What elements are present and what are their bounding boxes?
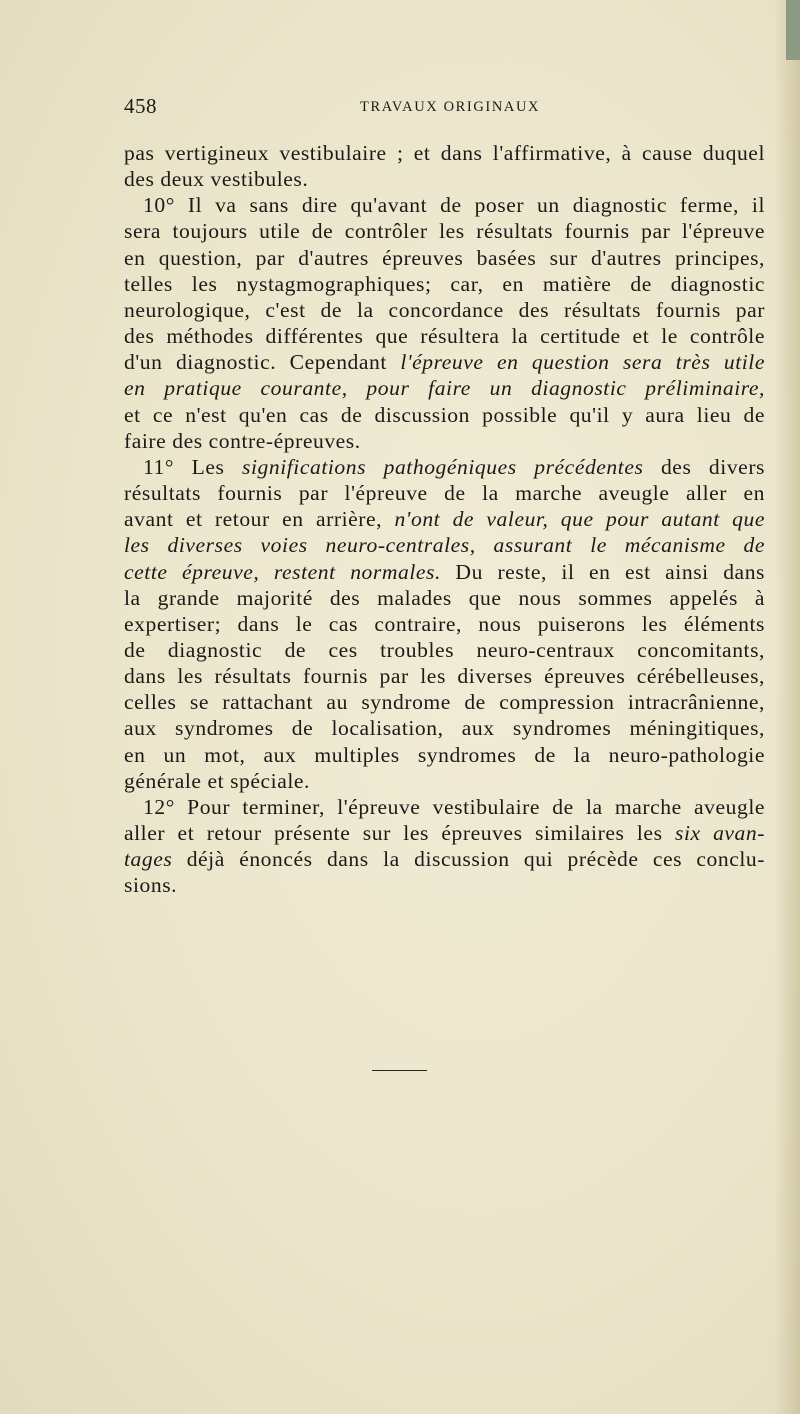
- text-line: [124, 375, 765, 401]
- italic-text-segment: l'épreuve en question sera très utile: [400, 350, 765, 375]
- page-header: [124, 94, 764, 122]
- text-segment: en question, par d'autres épreuves basées sur d'autres principes,: [124, 245, 765, 270]
- italic-text-segment: significations pathogéniques précédentes: [242, 454, 644, 479]
- text-line: [124, 794, 765, 820]
- text-line: [124, 663, 765, 689]
- text-segment: et ce n'est qu'en cas de discussion possible qu'il y aura lieu de: [124, 402, 765, 427]
- text-line: [124, 846, 765, 872]
- text-segment: déjà énoncés dans la discussion qui précède ces conclu-: [172, 847, 765, 872]
- text-segment: dans les résultats fournis par les diverses épreuves cérébelleuses,: [124, 664, 765, 689]
- text-line: [124, 454, 765, 480]
- page-number: 458: [124, 94, 157, 118]
- text-segment: des divers: [643, 454, 766, 479]
- italic-text-segment: les diverses voies neuro-centrales, assurant le mécanisme de: [124, 533, 765, 558]
- text-line: [124, 872, 765, 898]
- italic-text-segment: six avan-: [674, 821, 765, 846]
- text-line: [124, 245, 765, 271]
- text-segment: aller et retour présente sur les épreuves similaires les: [124, 821, 675, 846]
- text-segment: Du reste, il en est ainsi dans: [440, 559, 765, 584]
- text-segment: des méthodes différentes que résultera la certitude et le contrôle: [124, 324, 765, 349]
- text-line: [124, 428, 765, 454]
- text-segment: de diagnostic de ces troubles neuro-centraux concomitants,: [124, 637, 765, 662]
- text-segment: générale et spéciale.: [124, 768, 310, 793]
- text-segment: d'un diagnostic. Cependant: [124, 350, 401, 375]
- text-line: [124, 218, 765, 244]
- text-segment: pas vertigineux vestibulaire ; et dans l'affirmative, à cause duquel: [124, 141, 765, 165]
- text-line: [124, 297, 765, 323]
- page-edge-shading: [774, 0, 800, 1414]
- text-line: [124, 585, 765, 611]
- text-segment: sera toujours utile de contrôler les résultats fournis par l'épreuve: [124, 219, 765, 244]
- text-line: [124, 192, 765, 218]
- italic-text-segment: cette épreuve, restent normales.: [124, 559, 441, 584]
- text-line: [124, 768, 765, 794]
- text-segment: faire des contre-épreuves.: [124, 428, 361, 453]
- text-line: [124, 349, 765, 375]
- text-segment: celles se rattachant au syndrome de compression intracrânienne,: [124, 690, 765, 715]
- text-segment: en un mot, aux multiples syndromes de la neuro-pathologie: [124, 742, 765, 767]
- text-line: [124, 506, 765, 532]
- text-segment: 11° Les: [143, 454, 242, 479]
- text-segment: la grande majorité des malades que nous sommes appelés à: [124, 585, 765, 610]
- text-line: [124, 742, 765, 768]
- text-line: [124, 715, 765, 741]
- text-segment: sions.: [124, 873, 178, 898]
- text-line: [124, 166, 765, 192]
- text-segment: expertiser; dans le cas contraire, nous puiserons les éléments: [124, 611, 765, 636]
- text-line: [124, 140, 765, 166]
- text-line: [124, 532, 765, 558]
- text-segment: avant et retour en arrière,: [124, 507, 395, 532]
- body-text: [124, 140, 765, 899]
- text-segment: des deux vestibules.: [124, 167, 309, 192]
- italic-text-segment: n'ont de valeur, que pour autant que: [394, 507, 765, 532]
- text-segment: aux syndromes de localisation, aux syndromes méningitiques,: [124, 716, 765, 741]
- text-line: [124, 271, 765, 297]
- section-end-rule: [372, 1070, 427, 1071]
- text-line: [124, 689, 765, 715]
- italic-text-segment: en pratique courante, pour faire un diagnostic préliminaire,: [124, 376, 765, 401]
- text-segment: 10° Il va sans dire qu'avant de poser un diagnostic ferme, il: [143, 193, 765, 218]
- text-line: [124, 480, 765, 506]
- text-segment: résultats fournis par l'épreuve de la marche aveugle aller en: [124, 481, 765, 506]
- text-segment: 12° Pour terminer, l'épreuve vestibulaire de la marche aveugle: [143, 794, 765, 819]
- italic-text-segment: tages: [124, 847, 173, 872]
- text-line: [124, 402, 765, 428]
- running-title: TRAVAUX ORIGINAUX: [360, 99, 541, 115]
- text-line: [124, 820, 765, 846]
- text-line: [124, 611, 765, 637]
- text-line: [124, 559, 765, 585]
- text-line: [124, 323, 765, 349]
- text-segment: telles les nystagmographiques; car, en matière de diagnostic: [124, 271, 765, 296]
- text-line: [124, 637, 765, 663]
- page-corner-mark: [786, 0, 800, 60]
- text-segment: neurologique, c'est de la concordance des résultats fournis par: [124, 297, 765, 322]
